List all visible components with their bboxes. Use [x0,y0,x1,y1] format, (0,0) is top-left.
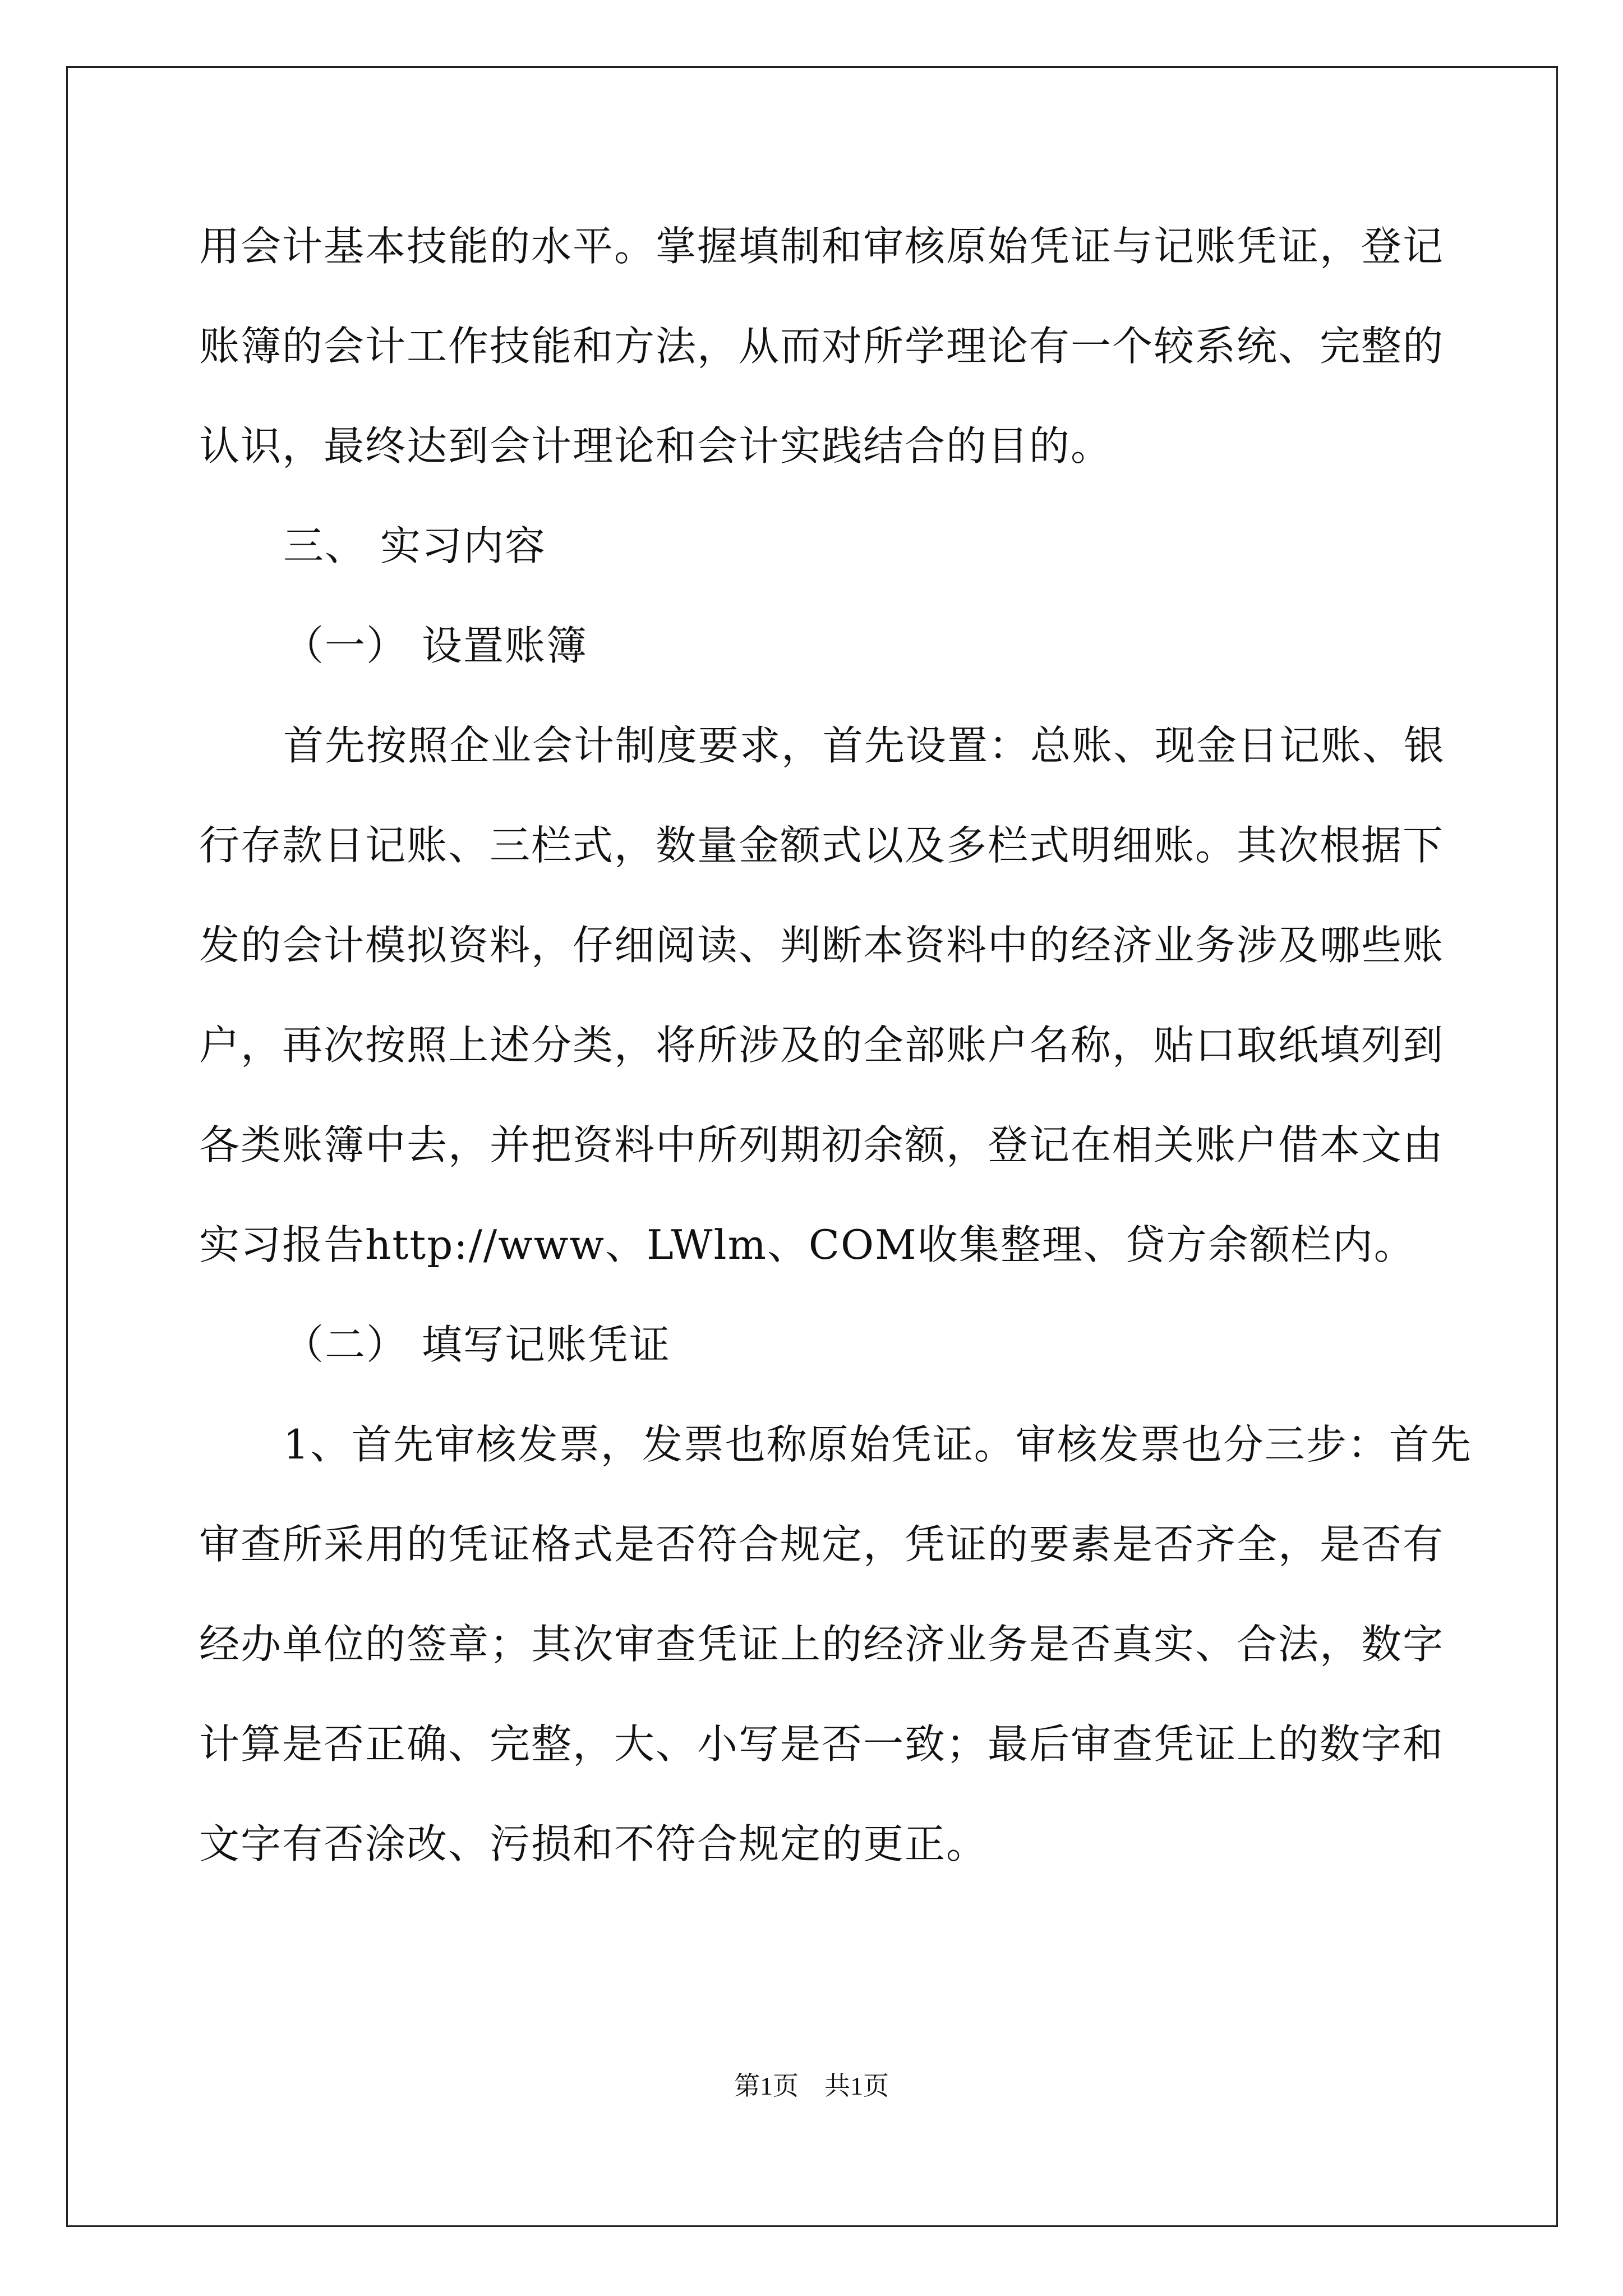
paragraph-line: 实习报告http://www、LWlm、COM收集整理、贷方余额栏内。 [199,1221,1415,1268]
paragraph-line: 用会计基本技能的水平。掌握填制和审核原始凭证与记账凭证，登记 [199,223,1445,270]
paragraph-line: 户，再次按照上述分类，将所涉及的全部账户名称，贴口取纸填列到 [199,1022,1445,1069]
paragraph-line: 审查所采用的凭证格式是否符合规定，凭证的要素是否齐全，是否有 [199,1521,1445,1568]
subsection-heading: （二） 填写记账凭证 [283,1321,671,1368]
paragraph-line: 文字有否涂改、污损和不符合规定的更正。 [199,1820,988,1867]
paragraph-line: 1、首先审核发票，发票也称原始凭证。审核发票也分三步：首先 [283,1421,1472,1468]
paragraph-line: 计算是否正确、完整，大、小写是否一致；最后审查凭证上的数字和 [199,1720,1445,1768]
paragraph-line: 经办单位的签章；其次审查凭证上的经济业务是否真实、合法，数字 [199,1621,1445,1668]
document-body [199,196,1472,1894]
paragraph-line: 认识，最终达到会计理论和会计实践结合的目的。 [199,422,1113,470]
section-heading: 三、 实习内容 [283,522,546,569]
paragraph-line: 首先按照企业会计制度要求，首先设置：总账、现金日记账、银 [283,722,1446,769]
paragraph-line: 账簿的会计工作技能和方法，从而对所学理论有一个较系统、完整的 [199,323,1445,370]
subsection-heading: （一） 设置账簿 [283,622,588,669]
paragraph-line: 各类账簿中去，并把资料中所列期初余额，登记在相关账户借本文由 [199,1121,1445,1168]
paragraph-line: 发的会计模拟资料，仔细阅读、判断本资料中的经济业务涉及哪些账 [199,922,1445,969]
page-footer: 第1页 共1页 [734,2072,889,2100]
paragraph-line: 行存款日记账、三栏式，数量金额式以及多栏式明细账。其次根据下 [199,822,1445,869]
